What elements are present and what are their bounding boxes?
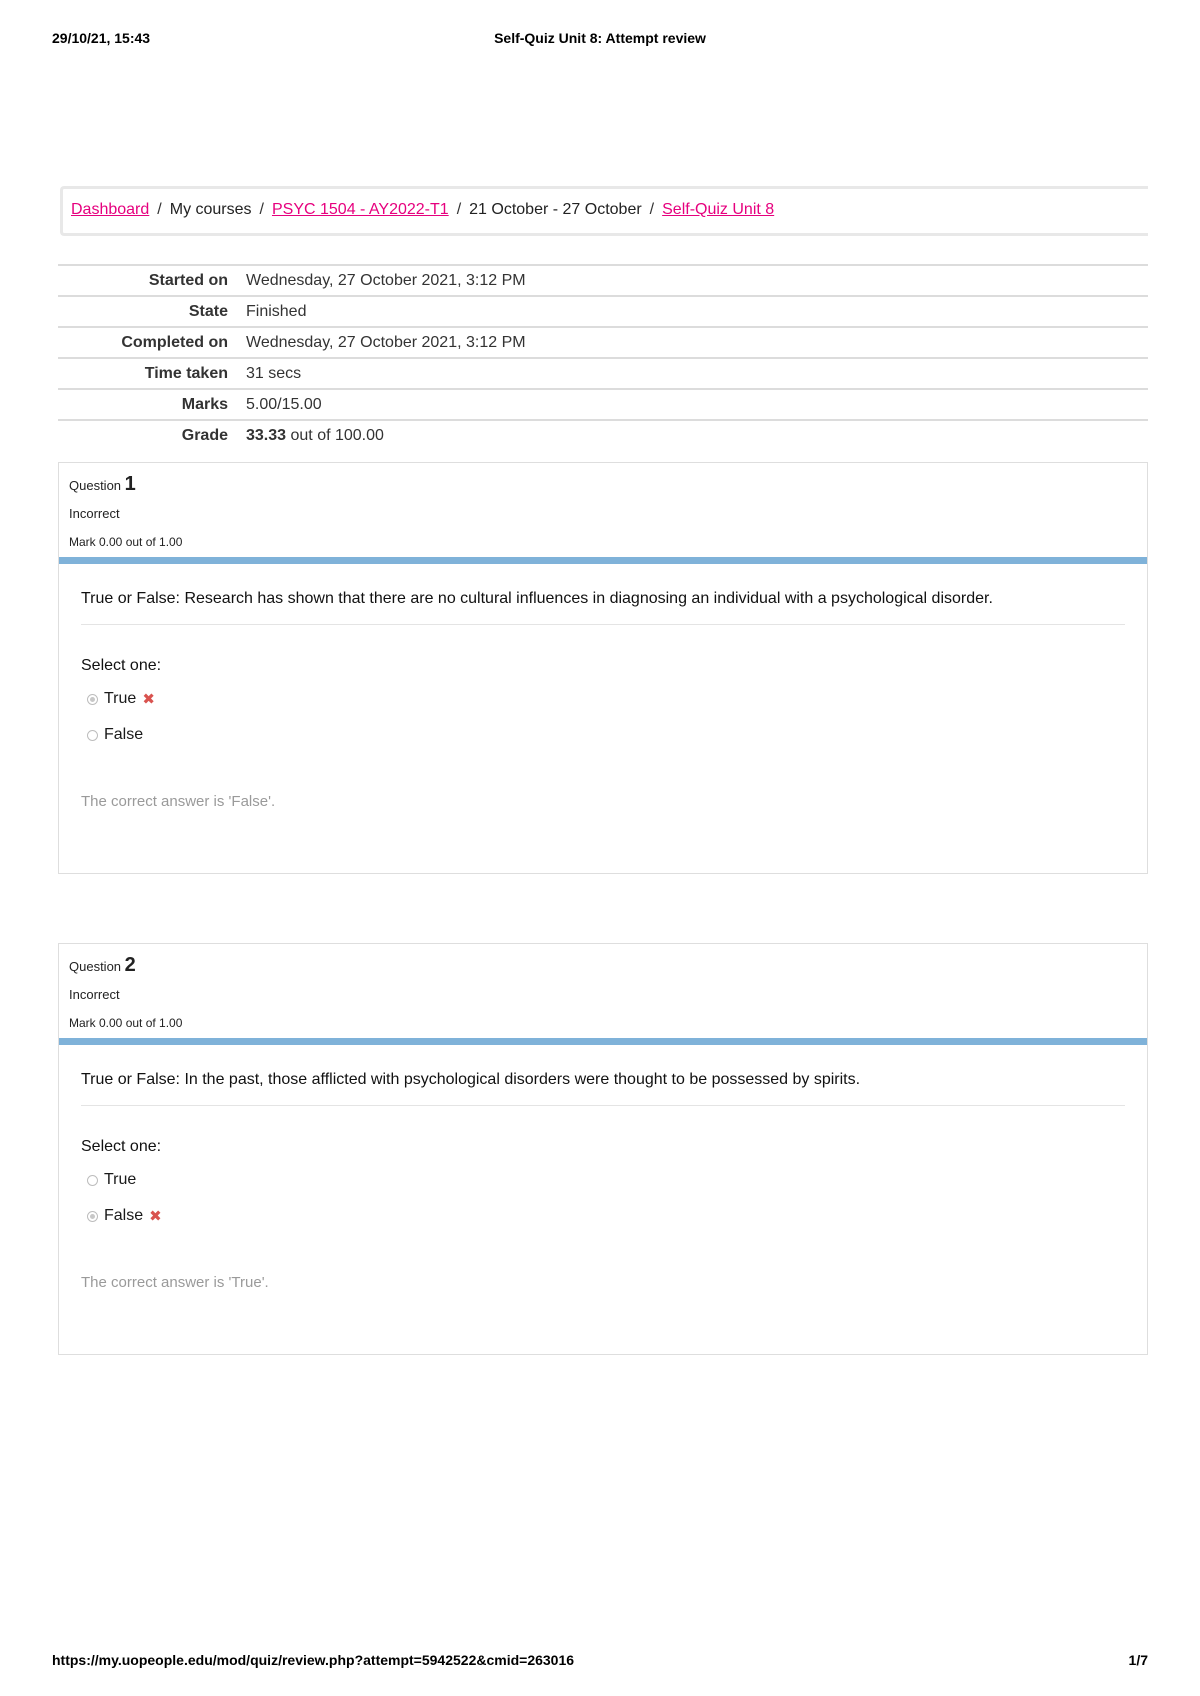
breadcrumb [60, 186, 1148, 236]
marks-value: 5.00/15.00 [246, 395, 322, 413]
state-label: State [188, 302, 228, 320]
print-url: https://my.uopeople.edu/mod/quiz/review.php?attempt=5942522&cmid=263016 [52, 1652, 575, 1668]
summary-row-grade [58, 420, 1148, 450]
answer-option-true[interactable] [81, 681, 1125, 717]
breadcrumb-course-link[interactable]: PSYC 1504 - AY2022-T1 [271, 201, 449, 218]
summary-row-time [58, 358, 1148, 389]
breadcrumb-separator: / [157, 201, 162, 218]
question-mark: Mark 0.00 out of 1.00 [69, 535, 183, 549]
correct-answer-feedback: The correct answer is 'False'. [81, 793, 276, 810]
state-value: Finished [246, 302, 307, 320]
cross-icon: ✖ [142, 691, 155, 708]
question-label: Question [69, 959, 122, 974]
breadcrumb-week: 21 October - 27 October [469, 201, 642, 218]
option-label: True [104, 1171, 137, 1188]
question-card [58, 462, 1148, 874]
time-taken-label: Time taken [144, 364, 228, 382]
breadcrumb-dashboard-link[interactable]: Dashboard [71, 201, 150, 218]
question-info [59, 944, 1147, 1045]
question-card [58, 943, 1148, 1355]
question-info [59, 463, 1147, 564]
summary-row-completed [58, 327, 1148, 358]
answer-options [81, 681, 1125, 753]
question-mark: Mark 0.00 out of 1.00 [69, 1016, 183, 1030]
question-content [59, 564, 1147, 753]
question-state: Incorrect [69, 987, 120, 1002]
radio-button[interactable] [87, 730, 98, 741]
summary-row-state [58, 296, 1148, 327]
completed-on-label: Completed on [121, 333, 228, 351]
correct-answer-feedback: The correct answer is 'True'. [81, 1274, 269, 1291]
question-number-line [69, 473, 1137, 496]
started-on-label: Started on [148, 271, 228, 289]
started-on-value: Wednesday, 27 October 2021, 3:12 PM [246, 271, 526, 289]
print-page-number: 1/7 [1128, 1652, 1148, 1668]
option-label: True [104, 690, 137, 707]
answer-option-false[interactable] [81, 717, 1125, 753]
answer-options [81, 1162, 1125, 1234]
grade-label: Grade [181, 426, 228, 444]
attempt-summary-table [58, 264, 1148, 450]
question-number-line [69, 954, 1137, 977]
select-one-prompt: Select one: [81, 1138, 162, 1155]
breadcrumb-separator: / [649, 201, 655, 218]
breadcrumb-my-courses: My courses [169, 201, 252, 218]
question-label: Question [69, 478, 122, 493]
completed-on-value: Wednesday, 27 October 2021, 3:12 PM [246, 333, 526, 351]
radio-button[interactable] [87, 1175, 98, 1186]
question-content [59, 1045, 1147, 1234]
summary-row-marks [58, 389, 1148, 420]
question-number: 1 [124, 473, 136, 495]
marks-label: Marks [181, 395, 228, 413]
summary-row-started [58, 265, 1148, 296]
cross-icon: ✖ [149, 1208, 162, 1225]
option-label: False [104, 726, 144, 743]
radio-button[interactable] [87, 1211, 98, 1222]
grade-value [242, 420, 1148, 450]
option-label: False [104, 1207, 144, 1224]
question-state: Incorrect [69, 506, 120, 521]
question-text: True or False: Research has shown that there are no cultural influences in diagnosing an individual with a psychological disorder. [81, 590, 1125, 625]
print-page-title: Self-Quiz Unit 8: Attempt review [494, 30, 706, 46]
print-datetime: 29/10/21, 15:43 [52, 30, 151, 46]
question-text: True or False: In the past, those afflicted with psychological disorders were thought to be possessed by spirits. [81, 1071, 1125, 1106]
breadcrumb-quiz-link[interactable]: Self-Quiz Unit 8 [662, 201, 775, 218]
question-number: 2 [124, 954, 136, 976]
breadcrumb-separator: / [259, 201, 264, 218]
grade-score: 33.33 [246, 426, 287, 444]
select-one-prompt: Select one: [81, 657, 162, 674]
answer-option-false[interactable] [81, 1198, 1125, 1234]
time-taken-value: 31 secs [246, 364, 302, 382]
grade-out-of: out of 100.00 [290, 426, 384, 444]
radio-button[interactable] [87, 694, 98, 705]
breadcrumb-separator: / [456, 201, 462, 218]
answer-option-true[interactable] [81, 1162, 1125, 1198]
